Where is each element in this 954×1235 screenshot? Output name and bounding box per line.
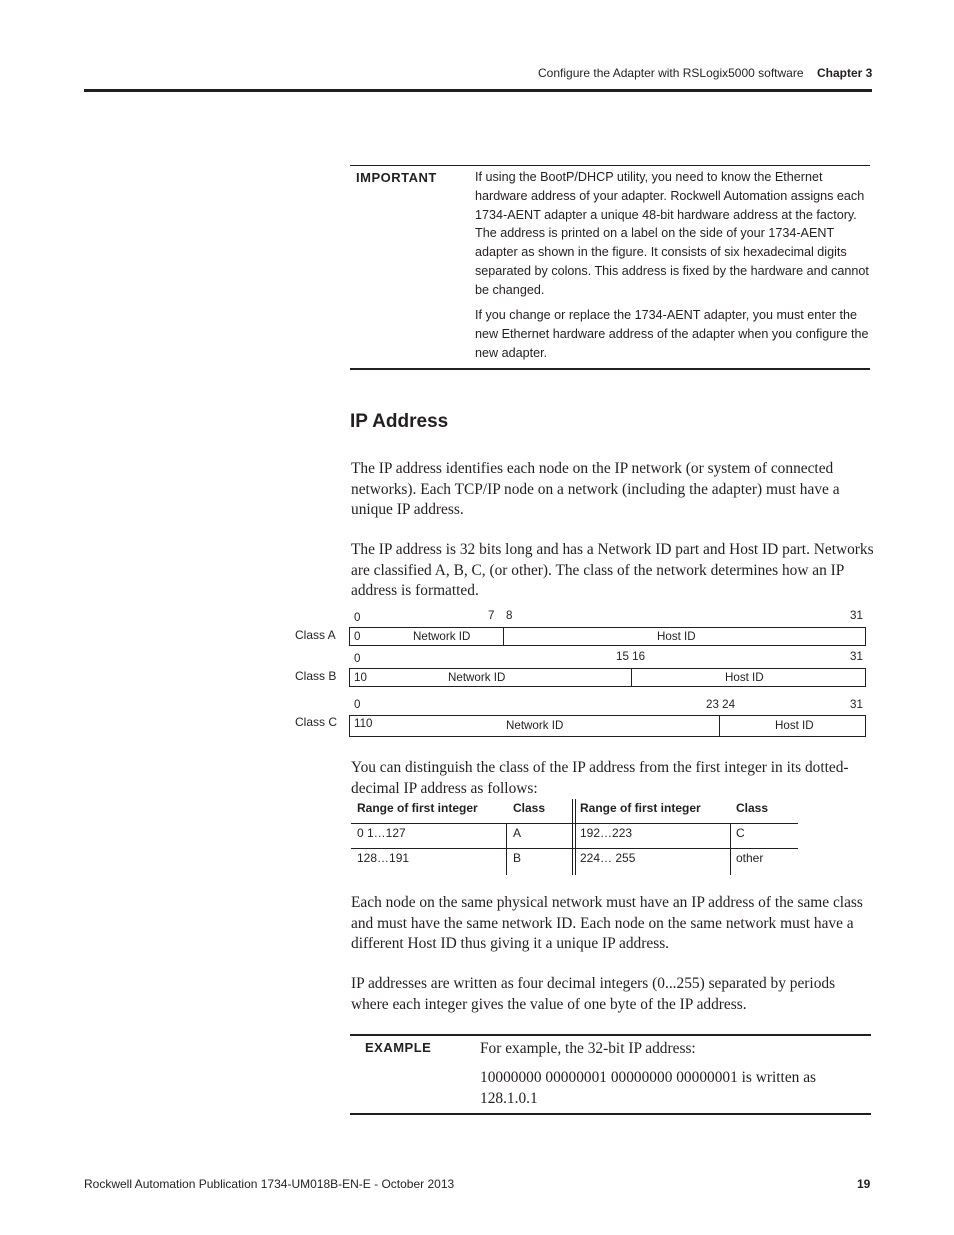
table-column-divider [575,799,576,875]
table-cell: 0 1…127 [357,826,406,840]
example-paragraph-1: For example, the 32-bit IP address: [480,1040,696,1057]
table-column-divider [730,823,731,875]
bit-label: 31 [850,650,863,663]
table-cell: 128…191 [357,851,410,865]
table-column-divider [572,799,573,875]
bit-label: 7 [488,609,495,622]
class-prefix: 0 [354,630,361,643]
page-number: 19 [857,1177,871,1191]
network-id-field: Network ID [506,719,564,732]
table-header-cell: Class [736,801,769,815]
example-box-bottom-rule [350,1113,871,1115]
class-a-label: Class A [295,628,336,642]
header-rule [84,89,872,92]
table-header-cell: Range of first integer [580,801,701,815]
network-id-field: Network ID [413,630,471,643]
bit-label: 0 [354,652,361,665]
bit-label: 0 [354,611,361,624]
bit-label: 31 [850,698,863,711]
table-cell: B [513,851,522,865]
bit-label: 15 16 [616,650,646,663]
field-divider [631,669,632,686]
body-paragraph-3: Each node on the same physical network must have an IP address of the same class and must have the same network ID. Each node on the same network must have a different Host ID thus giving it a unique IP address. [351,894,863,953]
body-paragraph-2: The IP address is 32 bits long and has a Network ID part and Host ID part. Networks are classified A, B, C, (or other). The class of the network determines how an IP address is formatted. [351,541,874,600]
important-label: IMPORTANT [356,170,437,185]
field-divider [719,716,720,736]
table-cell: C [736,826,745,840]
chapter-label: Chapter 3 [817,66,873,80]
host-id-field: Host ID [725,671,764,684]
host-id-field: Host ID [775,719,814,732]
table-cell: A [513,826,522,840]
table-cell: 224… 255 [580,851,636,865]
class-prefix: 10 [354,671,367,684]
section-heading: IP Address [350,411,449,432]
example-paragraph-2: 10000000 00000001 00000000 00000001 is written as 128.1.0.1 [480,1069,817,1107]
class-prefix: 110 [354,717,373,730]
bit-label: 23 24 [706,698,736,711]
important-box-bottom-rule [350,368,870,370]
host-id-field: Host ID [657,630,696,643]
class-b-address-bar [349,668,866,687]
class-c-label: Class C [295,715,338,729]
example-label: EXAMPLE [365,1040,432,1055]
bit-label: 0 [354,698,361,711]
table-cell: other [736,851,764,865]
bit-label: 31 [850,609,863,622]
table-column-divider [506,823,507,875]
class-a-address-bar [349,627,866,646]
body-paragraph-1: The IP address identifies each node on the IP network (or system of connected networks). Each TCP/IP node on a network (including the adapter) must have a unique IP address. [351,460,840,519]
important-paragraph-1: If using the BootP/DHCP utility, you need to know the Ethernet hardware address of your adapter. Rockwell Automation assigns each 1734-AENT adapter a unique 48-bit hardware address at the factory. The address is printed on a label on the side of your 1734-AENT adapter as shown in the figure. It consists of six hexadecimal digits separated by colons. This address is fixed by the hardware and cannot be changed. [475,170,869,297]
example-box-top-rule [350,1034,871,1036]
class-b-label: Class B [295,669,337,683]
bit-label: 8 [506,609,513,622]
network-id-field: Network ID [448,671,506,684]
important-box-top-rule [350,165,870,166]
field-divider [503,628,504,645]
footer-publication: Rockwell Automation Publication 1734-UM018B-EN-E - October 2013 [84,1177,455,1191]
body-paragraph-4: IP addresses are written as four decimal integers (0...255) separated by periods where each integer gives the value of one byte of the IP address. [351,975,836,1013]
table-header-cell: Range of first integer [357,801,478,815]
running-header-title: Configure the Adapter with RSLogix5000 software [538,66,804,80]
class-c-address-bar [349,715,866,737]
distinguish-paragraph: You can distinguish the class of the IP address from the first integer in its dotted-decimal IP address as follows: [351,759,849,797]
table-header-cell: Class [513,801,546,815]
table-cell: 192…223 [580,826,633,840]
important-paragraph-2: If you change or replace the 1734-AENT adapter, you must enter the new Ethernet hardware address of the adapter when you configure the new adapter. [475,308,869,360]
